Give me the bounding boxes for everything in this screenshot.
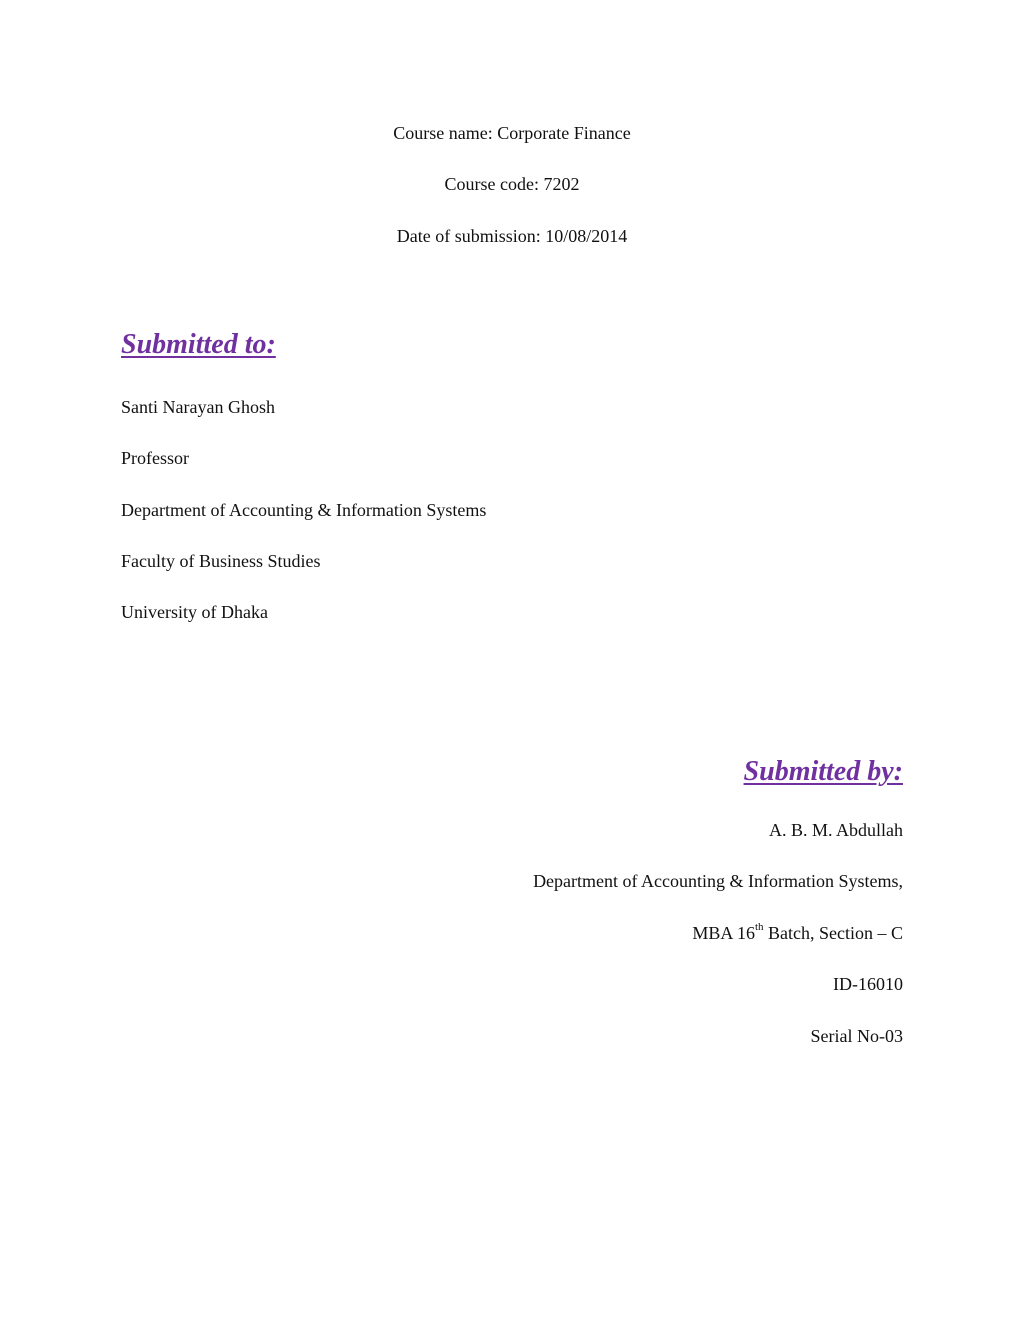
author-batch-suffix: Batch, Section – C (763, 923, 903, 943)
course-code: Course code: 7202 (444, 174, 580, 194)
recipient-department: Department of Accounting & Information Systems (121, 500, 487, 520)
submitted-to-heading: Submitted to: (121, 329, 276, 360)
author-batch (692, 922, 903, 944)
author-name: A. B. M. Abdullah (768, 820, 903, 840)
course-name: Course name: Corporate Finance (393, 123, 631, 143)
author-batch-prefix: MBA 16 (692, 923, 755, 943)
submitted-by-heading: Submitted by: (743, 756, 903, 787)
author-serial: Serial No-03 (810, 1026, 903, 1046)
submission-date: Date of submission: 10/08/2014 (396, 226, 628, 246)
recipient-faculty: Faculty of Business Studies (121, 551, 321, 571)
recipient-university: University of Dhaka (121, 602, 268, 622)
author-id: ID-16010 (833, 974, 903, 994)
recipient-title: Professor (121, 448, 189, 468)
recipient-name: Santi Narayan Ghosh (121, 397, 275, 417)
author-department: Department of Accounting & Information Systems, (533, 871, 903, 891)
author-batch-superscript: th (754, 921, 764, 933)
